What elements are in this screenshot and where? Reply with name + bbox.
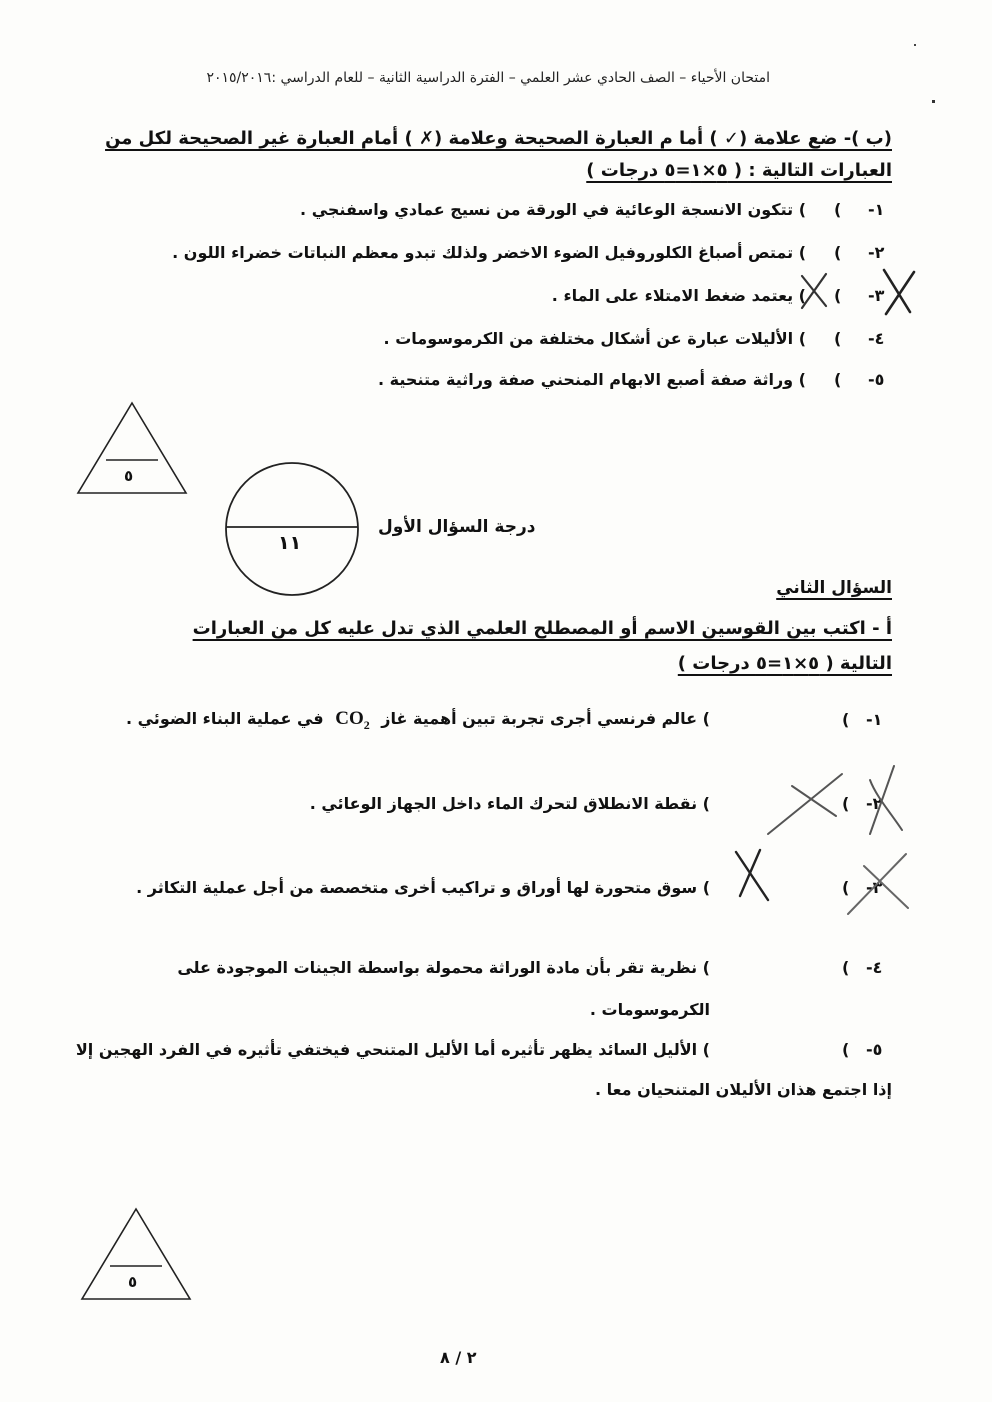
item-text: ) سوق متحورة لها أوراق و تراكيب أخرى متخصصة من أجل عملية التكاثر . xyxy=(136,878,710,897)
answer-paren[interactable]: ( xyxy=(842,958,850,977)
q2-instruction-cont xyxy=(678,653,892,674)
answer-paren[interactable]: ( xyxy=(834,286,842,305)
answer-paren[interactable]: ( xyxy=(834,370,842,389)
item-number: ١- xyxy=(866,710,883,729)
answer-paren[interactable]: ( xyxy=(842,878,850,897)
item-text: ) يعتمد ضغط الامتلاء على الماء . xyxy=(551,286,806,305)
item-text: ) نقطة الانطلاق لتحرك الماء داخل الجهاز الوعائي . xyxy=(309,794,710,813)
q2-instruction-line2: التالية ( ٥×١=٥ درجات ) xyxy=(677,653,892,674)
section-b-instruction xyxy=(105,128,892,149)
item-text: ) الأليلات عبارة عن أشكال مختلفة من الكرموسومات . xyxy=(383,329,806,348)
scan-speck xyxy=(932,100,935,103)
section-b-instruction-line1: (ب )- ضع علامة (✓ ) أما م العبارة الصحيحة وعلامة (✗ ) أمام العبارة غير الصحيحة لكل من xyxy=(105,128,892,149)
item-text-cont: إذا اجتمع هذان الأليلان المتنحيان معا . xyxy=(594,1080,892,1099)
item-number: ٣- xyxy=(866,878,883,897)
item-number: ٥- xyxy=(866,1040,883,1059)
score-triangle-q2 xyxy=(80,1206,192,1302)
q1-total-label: درجة السؤال الأول xyxy=(378,517,536,537)
q2-title-text: السؤال الثاني xyxy=(776,578,892,598)
q2-instruction-line1: أ - اكتب بين القوسين الاسم أو المصطلح العلمي الذي تدل عليه كل من العبارات xyxy=(192,618,892,639)
q1-score-value: ١١ xyxy=(278,532,302,554)
item-number: ٤- xyxy=(868,329,885,348)
item-number: ٢- xyxy=(868,243,885,262)
q1-score-circle xyxy=(223,460,361,598)
q2-title xyxy=(776,578,892,598)
item-text: ) الأليل السائد يظهر تأثيره أما الأليل المتنحي فيختفي تأثيره ﻓﻲ الفرد الهجين إلا xyxy=(75,1040,710,1059)
item-number: ٤- xyxy=(866,958,883,977)
item-number: ٢- xyxy=(866,794,883,813)
page-number: ٢ / ٨ xyxy=(440,1348,477,1367)
item-text-part: ﻓﻲ عملية البناء الضوئي . xyxy=(125,709,324,728)
item-number: ٥- xyxy=(868,370,885,389)
score-triangle-section-b xyxy=(76,400,188,496)
formula-subscript: 2 xyxy=(363,717,370,732)
co2-formula xyxy=(335,708,370,733)
answer-paren[interactable]: ( xyxy=(842,710,850,729)
item-text-cont: الكرموسومات . xyxy=(589,1000,710,1019)
answer-paren[interactable]: ( xyxy=(834,243,842,262)
answer-paren[interactable]: ( xyxy=(834,200,842,219)
item-text: ) وراثة صفة أصبع الابهام المنحني صفة وراثية متنحية . xyxy=(378,370,806,389)
section-b-instruction-line2: العبارات التالية : ( ٥×١=٥ درجات ) xyxy=(586,160,892,181)
handwritten-cross-marks xyxy=(790,268,920,318)
item-number: ٣- xyxy=(868,286,885,305)
item-text: ) تتكون الانسجة الوعائية ﻓﻲ الورقة من نسيج عمادي واسفنجي . xyxy=(300,200,806,219)
item-text: ) تمتص أصباغ الكلوروفيل الضوء الاخضر ولذلك تبدو معظم النباتات خضراء اللون . xyxy=(172,243,806,262)
answer-paren[interactable]: ( xyxy=(842,1040,850,1059)
item-number: ١- xyxy=(868,200,885,219)
handwritten-cross-marks-q2 xyxy=(720,760,920,920)
answer-paren[interactable]: ( xyxy=(834,329,842,348)
formula-base: CO xyxy=(335,708,364,729)
section-b-instruction-cont xyxy=(586,160,892,181)
score-value: ٥ xyxy=(128,1273,138,1291)
scan-speck xyxy=(914,44,916,46)
item-text-part: ) عالم فرنسي أجرى تجربة تبين أهمية غاز xyxy=(381,709,710,728)
item-text: ) نظرية تقر بأن مادة الوراثة محمولة بواسطة الجينات الموجودة على xyxy=(177,958,710,977)
score-value: ٥ xyxy=(124,467,134,485)
exam-header: امتحان الأحياء – الصف الحادي عشر العلمي – الفترة الدراسية الثانية – للعام الدراسي :٢٠١٥/٢٠١٦ xyxy=(206,70,770,86)
answer-paren[interactable]: ( xyxy=(842,794,850,813)
q2-instruction xyxy=(193,618,892,639)
item-text xyxy=(126,708,710,733)
